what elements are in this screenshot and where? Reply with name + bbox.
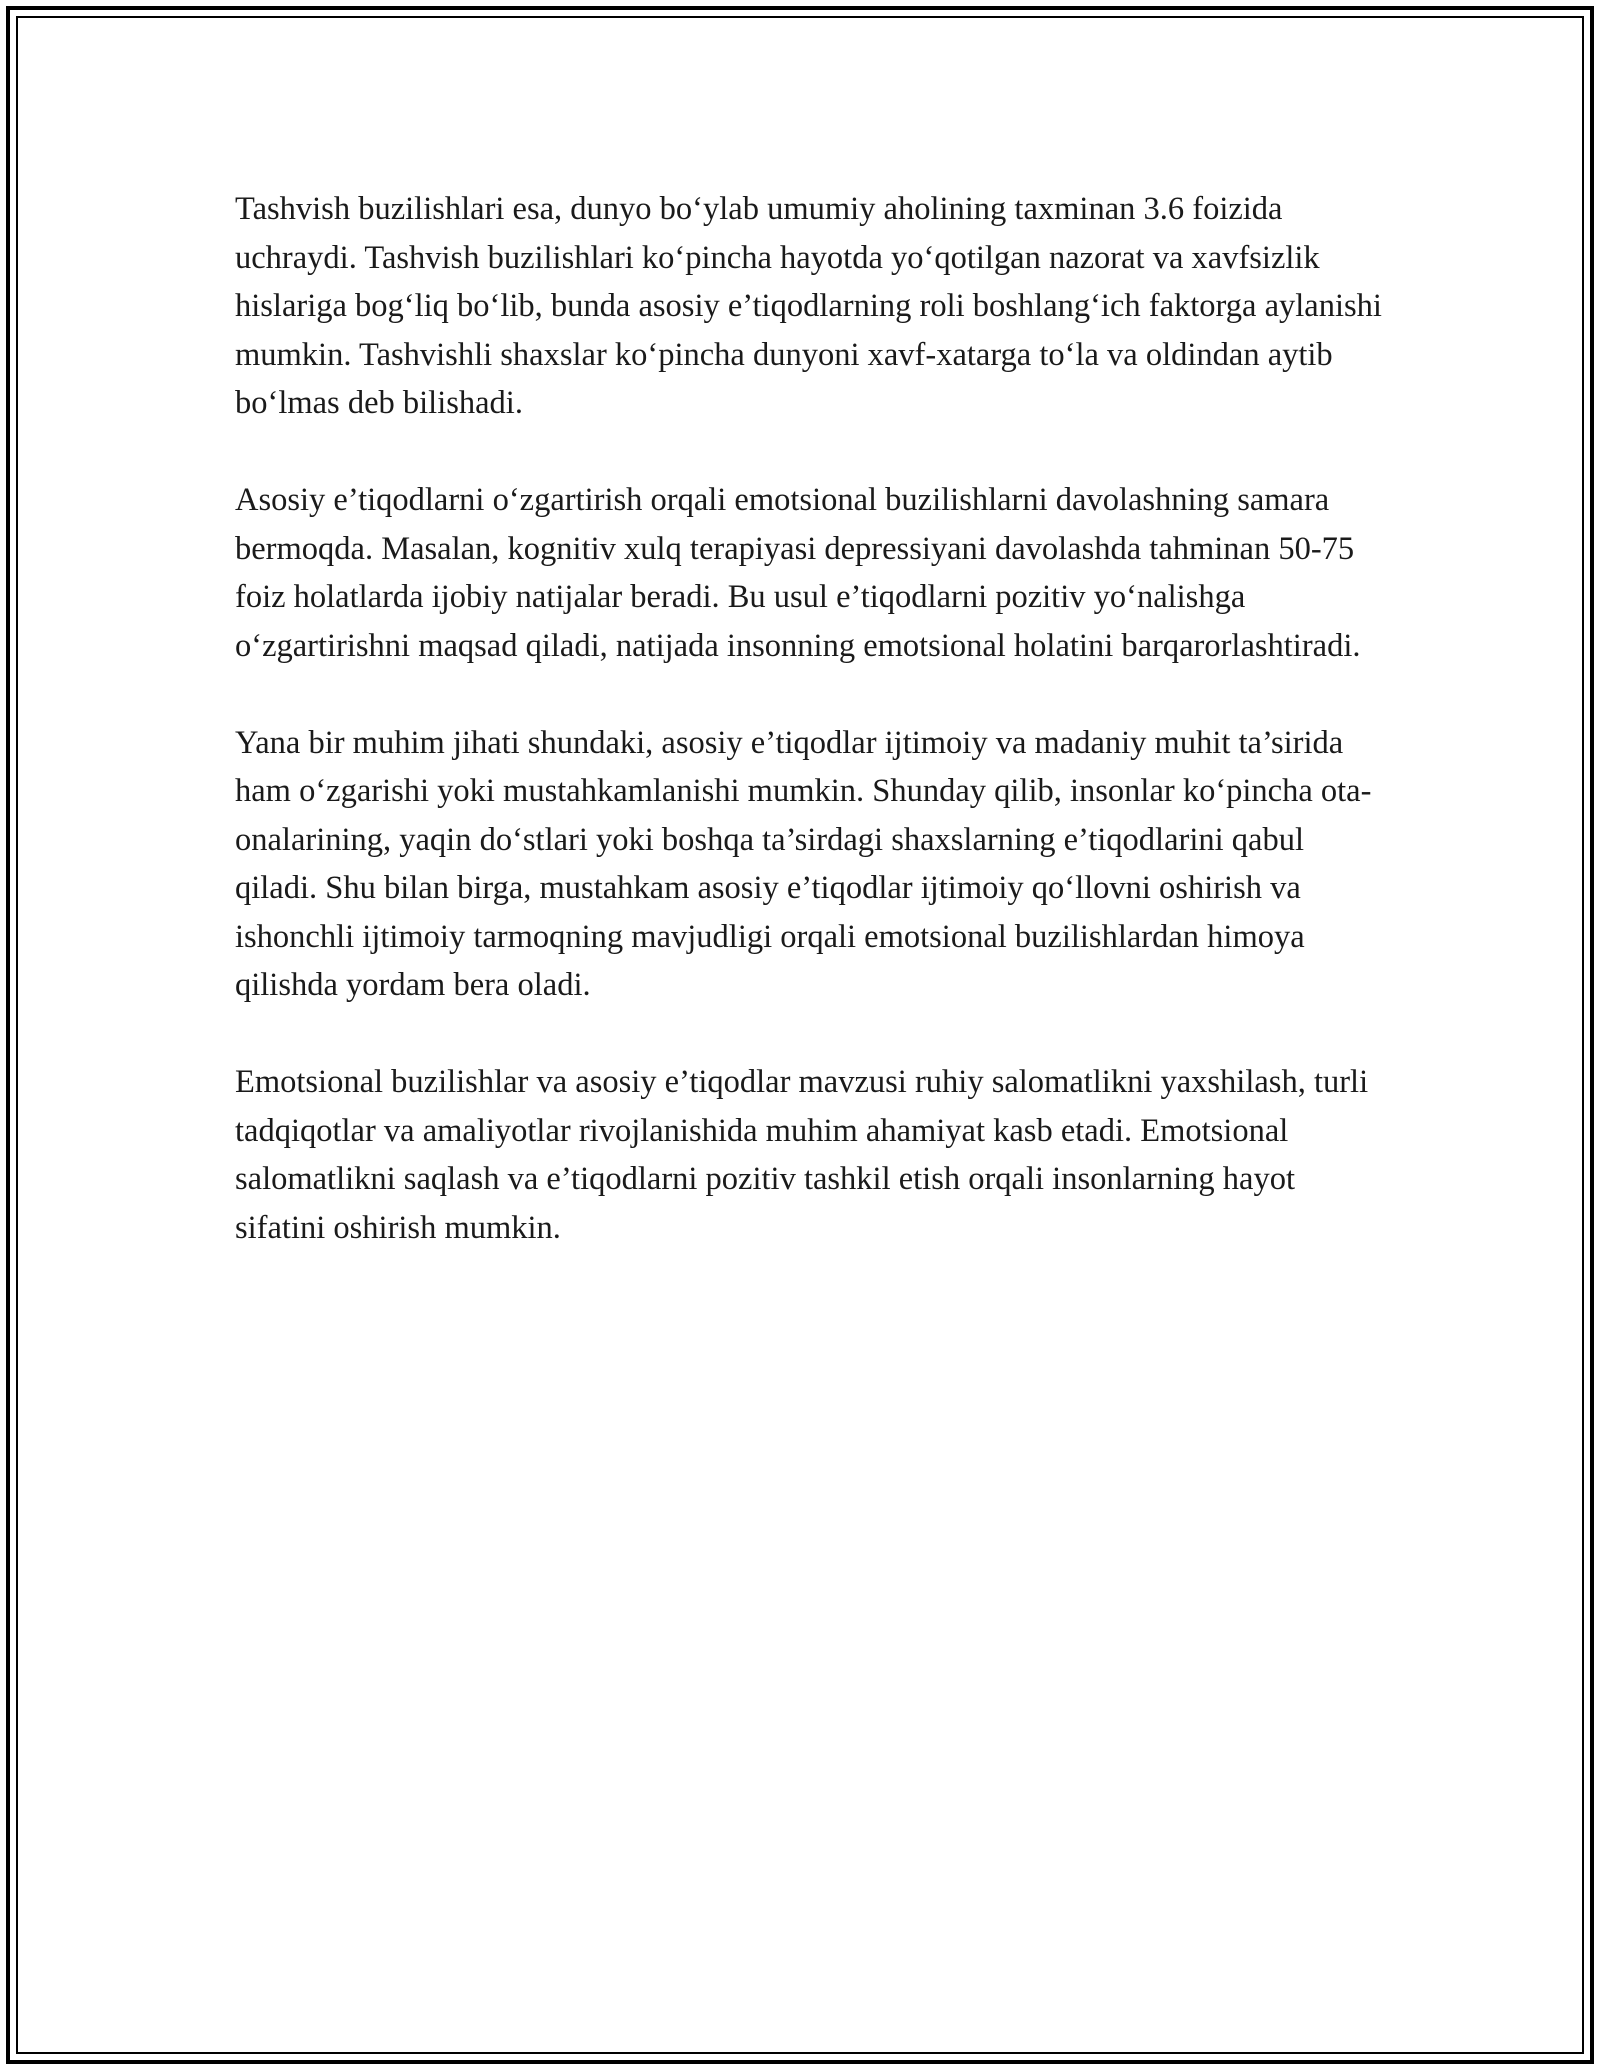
- paragraph-2: Asosiy e’tiqodlarni o‘zgartirish orqali emotsional buzilishlarni davolashning samara bermoqda. Masalan, kognitiv xulq terapiyasi depressiyani davolashda tahminan 50-75 foiz holatlarda ijobiy natijalar beradi. Bu usul e’tiqodlarni pozitiv yo‘nalishga o‘zgartirishni maqsad qiladi, natijada insonning emotsional holatini barqarorlashtiradi.: [235, 482, 1361, 664]
- paragraph-4: Emotsional buzilishlar va asosiy e’tiqodlar mavzusi ruhiy salomatlikni yaxshilash, turli tadqiqotlar va amaliyotlar rivojlanishida muhim ahamiyat kasb etadi. Emotsional salomatlikni saqlash va e’tiqodlarni pozitiv tashkil etish orqali insonlarning hayot sifatini oshirish mumkin.: [235, 1064, 1369, 1246]
- document-body: [235, 185, 1385, 1301]
- paragraph-1: Tashvish buzilishlari esa, dunyo bo‘ylab umumiy aholining taxminan 3.6 foizida uchraydi. Tashvish buzilishlari ko‘pincha hayotda yo‘qotilgan nazorat va xavfsizlik hislariga bog‘liq bo‘lib, bunda asosiy e’tiqodlarning roli boshlang‘ich faktorga aylanishi mumkin. Tashvishli shaxslar ko‘pincha dunyoni xavf-xatarga to‘la va oldindan aytib bo‘lmas deb bilishadi.: [235, 191, 1382, 421]
- paragraph-3: Yana bir muhim jihati shundaki, asosiy e’tiqodlar ijtimoiy va madaniy muhit ta’sirida ham o‘zgarishi yoki mustahkamlanishi mumkin. Shunday qilib, insonlar ko‘pincha ota-onalarining, yaqin do‘stlari yoki boshqa ta’sirdagi shaxslarning e’tiqodlarini qabul qiladi. Shu bilan birga, mustahkam asosiy e’tiqodlar ijtimoiy qo‘llovni oshirish va ishonchli ijtimoiy tarmoqning mavjudligi orqali emotsional buzilishlardan himoya qilishda yordam bera oladi.: [235, 724, 1372, 1003]
